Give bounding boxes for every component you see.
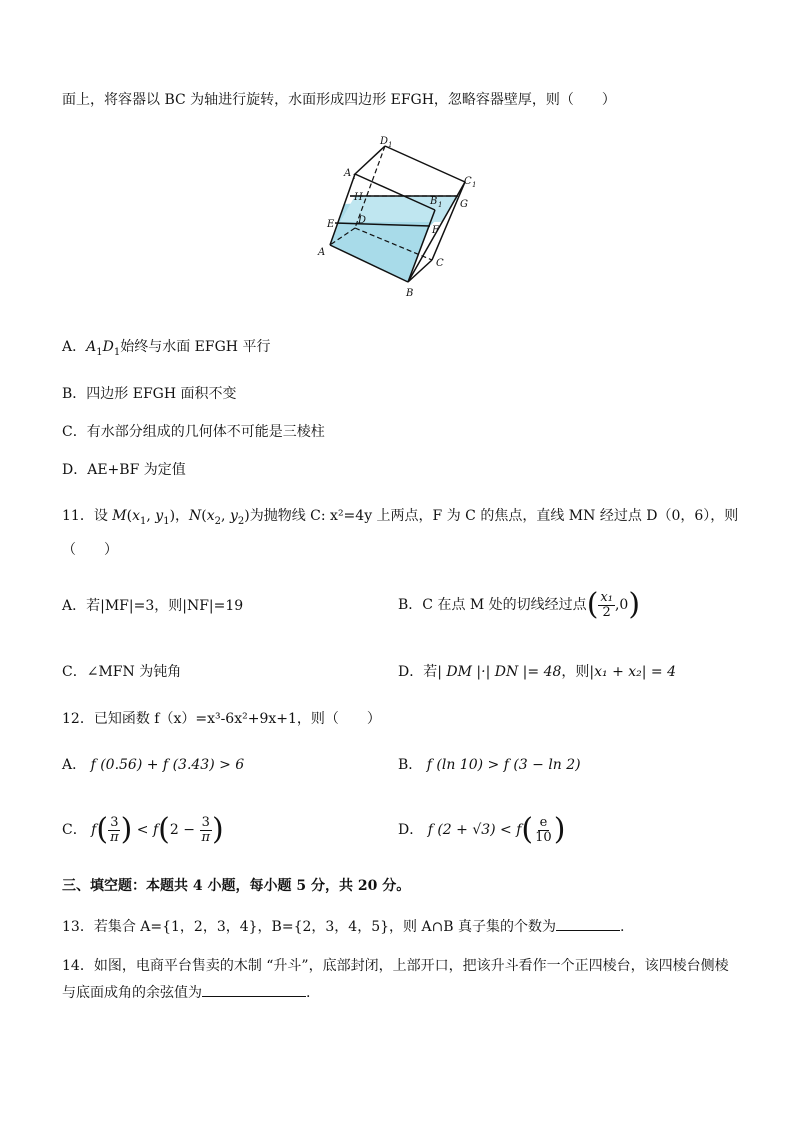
q12-option-d: D． f (2 + √3) < f( $\frac{e}{10}$ ) [398,812,566,847]
q13-answer-blank[interactable] [556,916,620,931]
q11-option-c: C．∠MFN 为钝角 [62,664,182,680]
svg-text:1: 1 [352,173,357,181]
label-A1: A [344,168,352,179]
q10-option-a: A．$A_1D_1$始终与水面 EFGH 平行 [62,339,271,358]
q12-option-c: C． f( $\frac{3}{\pi}$ ) < f(2 − $\frac{3}{\pi}$ ) [62,812,224,847]
q10-option-c: C．有水部分组成的几何体不可能是三棱柱 [62,424,325,440]
label-H: H [354,192,363,203]
q13-stem: 13．若集合 A={1，2，3，4}，B={2，3，4，5}，则 A∩B 真子集的个数为 . [62,916,625,937]
label-B1: B [430,196,438,207]
q14-line1: 14．如图，电商平台售卖的木制 “升斗”，底部封闭，上部开口，把该升斗看作一个正四棱台，该四棱台侧棱 [62,958,729,974]
q12-option-a: A． f (0.56) + f (3.43) > 6 [62,757,245,773]
q12-stem: 12．已知函数 f（x）=x³-6x²+9x+1，则（ ） [62,711,381,727]
q11-option-a: A．若|MF|=3，则|NF|=19 [62,598,244,614]
q11-option-d: D．若| DM |·| DN |= 48，则|x₁ + x₂| = 4 [398,664,677,680]
label-C1: C [464,176,472,187]
label-A: A [318,247,326,258]
label-C: C [436,258,444,269]
prism-figure [310,132,490,302]
q14-answer-blank[interactable] [202,982,306,997]
q12-option-b: B． f (ln 10) > f (3 − ln 2) [398,757,581,773]
q11-option-b: B．C 在点 M 处的切线经过点( $\frac{\text{x₁}}{2}$ ,0) [398,587,641,622]
label-F: F [432,225,439,236]
label-D: D [358,215,367,226]
q14-line2: 与底面成角的余弦值为 . [62,982,310,1003]
label-B: B [406,288,414,299]
q10-option-b: B．四边形 EFGH 面积不变 [62,386,237,402]
label-G: G [460,199,468,210]
q10-intro: 面上，将容器以 BC 为轴进行旋转，水面形成四边形 EFGH，忽略容器壁厚，则（ ） [62,92,616,108]
q10-option-d: D．AE+BF 为定值 [62,462,186,478]
q11-paren: （ ） [62,542,118,558]
svg-text:1: 1 [438,201,443,209]
q11-stem: 11．设 $M(x_1$, $y_1$)，$N(x_2$, $y_2$)为抛物线 C: x²=4y 上两点，F 为 C 的焦点，直线 MN 经过点 D（0，6），则 [62,508,739,527]
svg-text:1: 1 [388,141,393,149]
svg-text:1: 1 [472,181,477,189]
section-heading: 三、填空题：本题共 4 小题，每小题 5 分，共 20 分。 [62,878,411,894]
label-E: E [327,219,335,230]
label-D1: D [380,136,389,147]
